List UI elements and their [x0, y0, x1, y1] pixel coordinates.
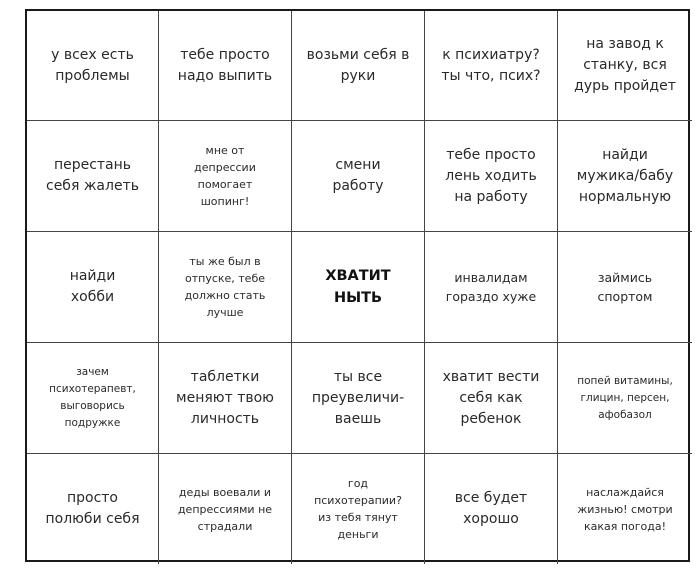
- bingo-cell-text: у всех есть проблемы: [51, 46, 134, 84]
- bingo-cell: [558, 454, 692, 564]
- bingo-cell: [425, 11, 558, 121]
- bingo-cell-text: перестань себя жалеть: [46, 157, 139, 194]
- bingo-cell: [27, 454, 159, 564]
- bingo-cell: [425, 343, 558, 454]
- bingo-cell: [159, 11, 292, 121]
- bingo-cell-text: инвалидам гораздо хуже: [445, 270, 537, 304]
- bingo-cell: [425, 454, 558, 564]
- bingo-cell-text: все будет хорошо: [454, 490, 528, 527]
- bingo-grid: [25, 9, 690, 562]
- bingo-cell: [27, 121, 159, 232]
- bingo-cell: [425, 121, 558, 232]
- bingo-cell-text: найди мужика/бабу нормальную: [576, 146, 674, 205]
- bingo-cell-text: найди хобби: [69, 268, 116, 305]
- bingo-cell-text: наслаждайся жизнью! смотри какая погода!: [577, 485, 673, 533]
- bingo-cell: [159, 343, 292, 454]
- bingo-cell-text: тебе просто надо выпить: [177, 46, 273, 84]
- bingo-cell: [27, 11, 159, 121]
- bingo-cell: [159, 454, 292, 564]
- bingo-cell: [425, 232, 558, 343]
- bingo-cell-text: на завод к станку, вся дурь пройдет: [574, 36, 676, 94]
- bingo-cell-center: [292, 232, 425, 343]
- bingo-cell: [27, 232, 159, 343]
- bingo-cell-text: хватит вести себя как ребенок: [442, 368, 540, 427]
- bingo-cell: [159, 232, 292, 343]
- bingo-cell-text: займись спортом: [597, 270, 653, 304]
- bingo-cell-text: мне от депрессии помогает шопинг!: [194, 144, 256, 208]
- bingo-cell-text: деды воевали и депрессиями не страдали: [177, 485, 273, 533]
- bingo-cell-text: просто полюби себя: [45, 490, 140, 527]
- bingo-cell: [27, 343, 159, 454]
- bingo-cell-text: смени работу: [332, 157, 384, 194]
- bingo-cell-text: ты же был в отпуске, тебе должно стать лучше: [184, 255, 266, 319]
- bingo-cell: [292, 343, 425, 454]
- bingo-cell: [292, 11, 425, 121]
- bingo-cell-text: тебе просто лень ходить на работу: [445, 146, 537, 205]
- bingo-cell-text: зачем психотерапевт, выговорись подружке: [49, 366, 136, 429]
- bingo-cell-text: попей витамины, глицин, персен, афобазол: [577, 374, 673, 421]
- bingo-cell-text: ты все преувеличи- ваешь: [311, 368, 405, 427]
- bingo-cell: [558, 232, 692, 343]
- bingo-cell: [558, 343, 692, 454]
- bingo-cell: [159, 121, 292, 232]
- bingo-center-text: ХВАТИТ НЫТЬ: [325, 268, 391, 306]
- bingo-cell: [558, 11, 692, 121]
- bingo-cell: [292, 454, 425, 564]
- bingo-cell-text: год психотерапии? из тебя тянут деньги: [314, 477, 402, 541]
- bingo-cell-text: к психиатру? ты что, псих?: [441, 46, 541, 84]
- bingo-cell-text: возьми себя в руки: [306, 46, 410, 84]
- bingo-cell: [558, 121, 692, 232]
- bingo-cell: [292, 121, 425, 232]
- bingo-cell-text: таблетки меняют твою личность: [176, 368, 274, 427]
